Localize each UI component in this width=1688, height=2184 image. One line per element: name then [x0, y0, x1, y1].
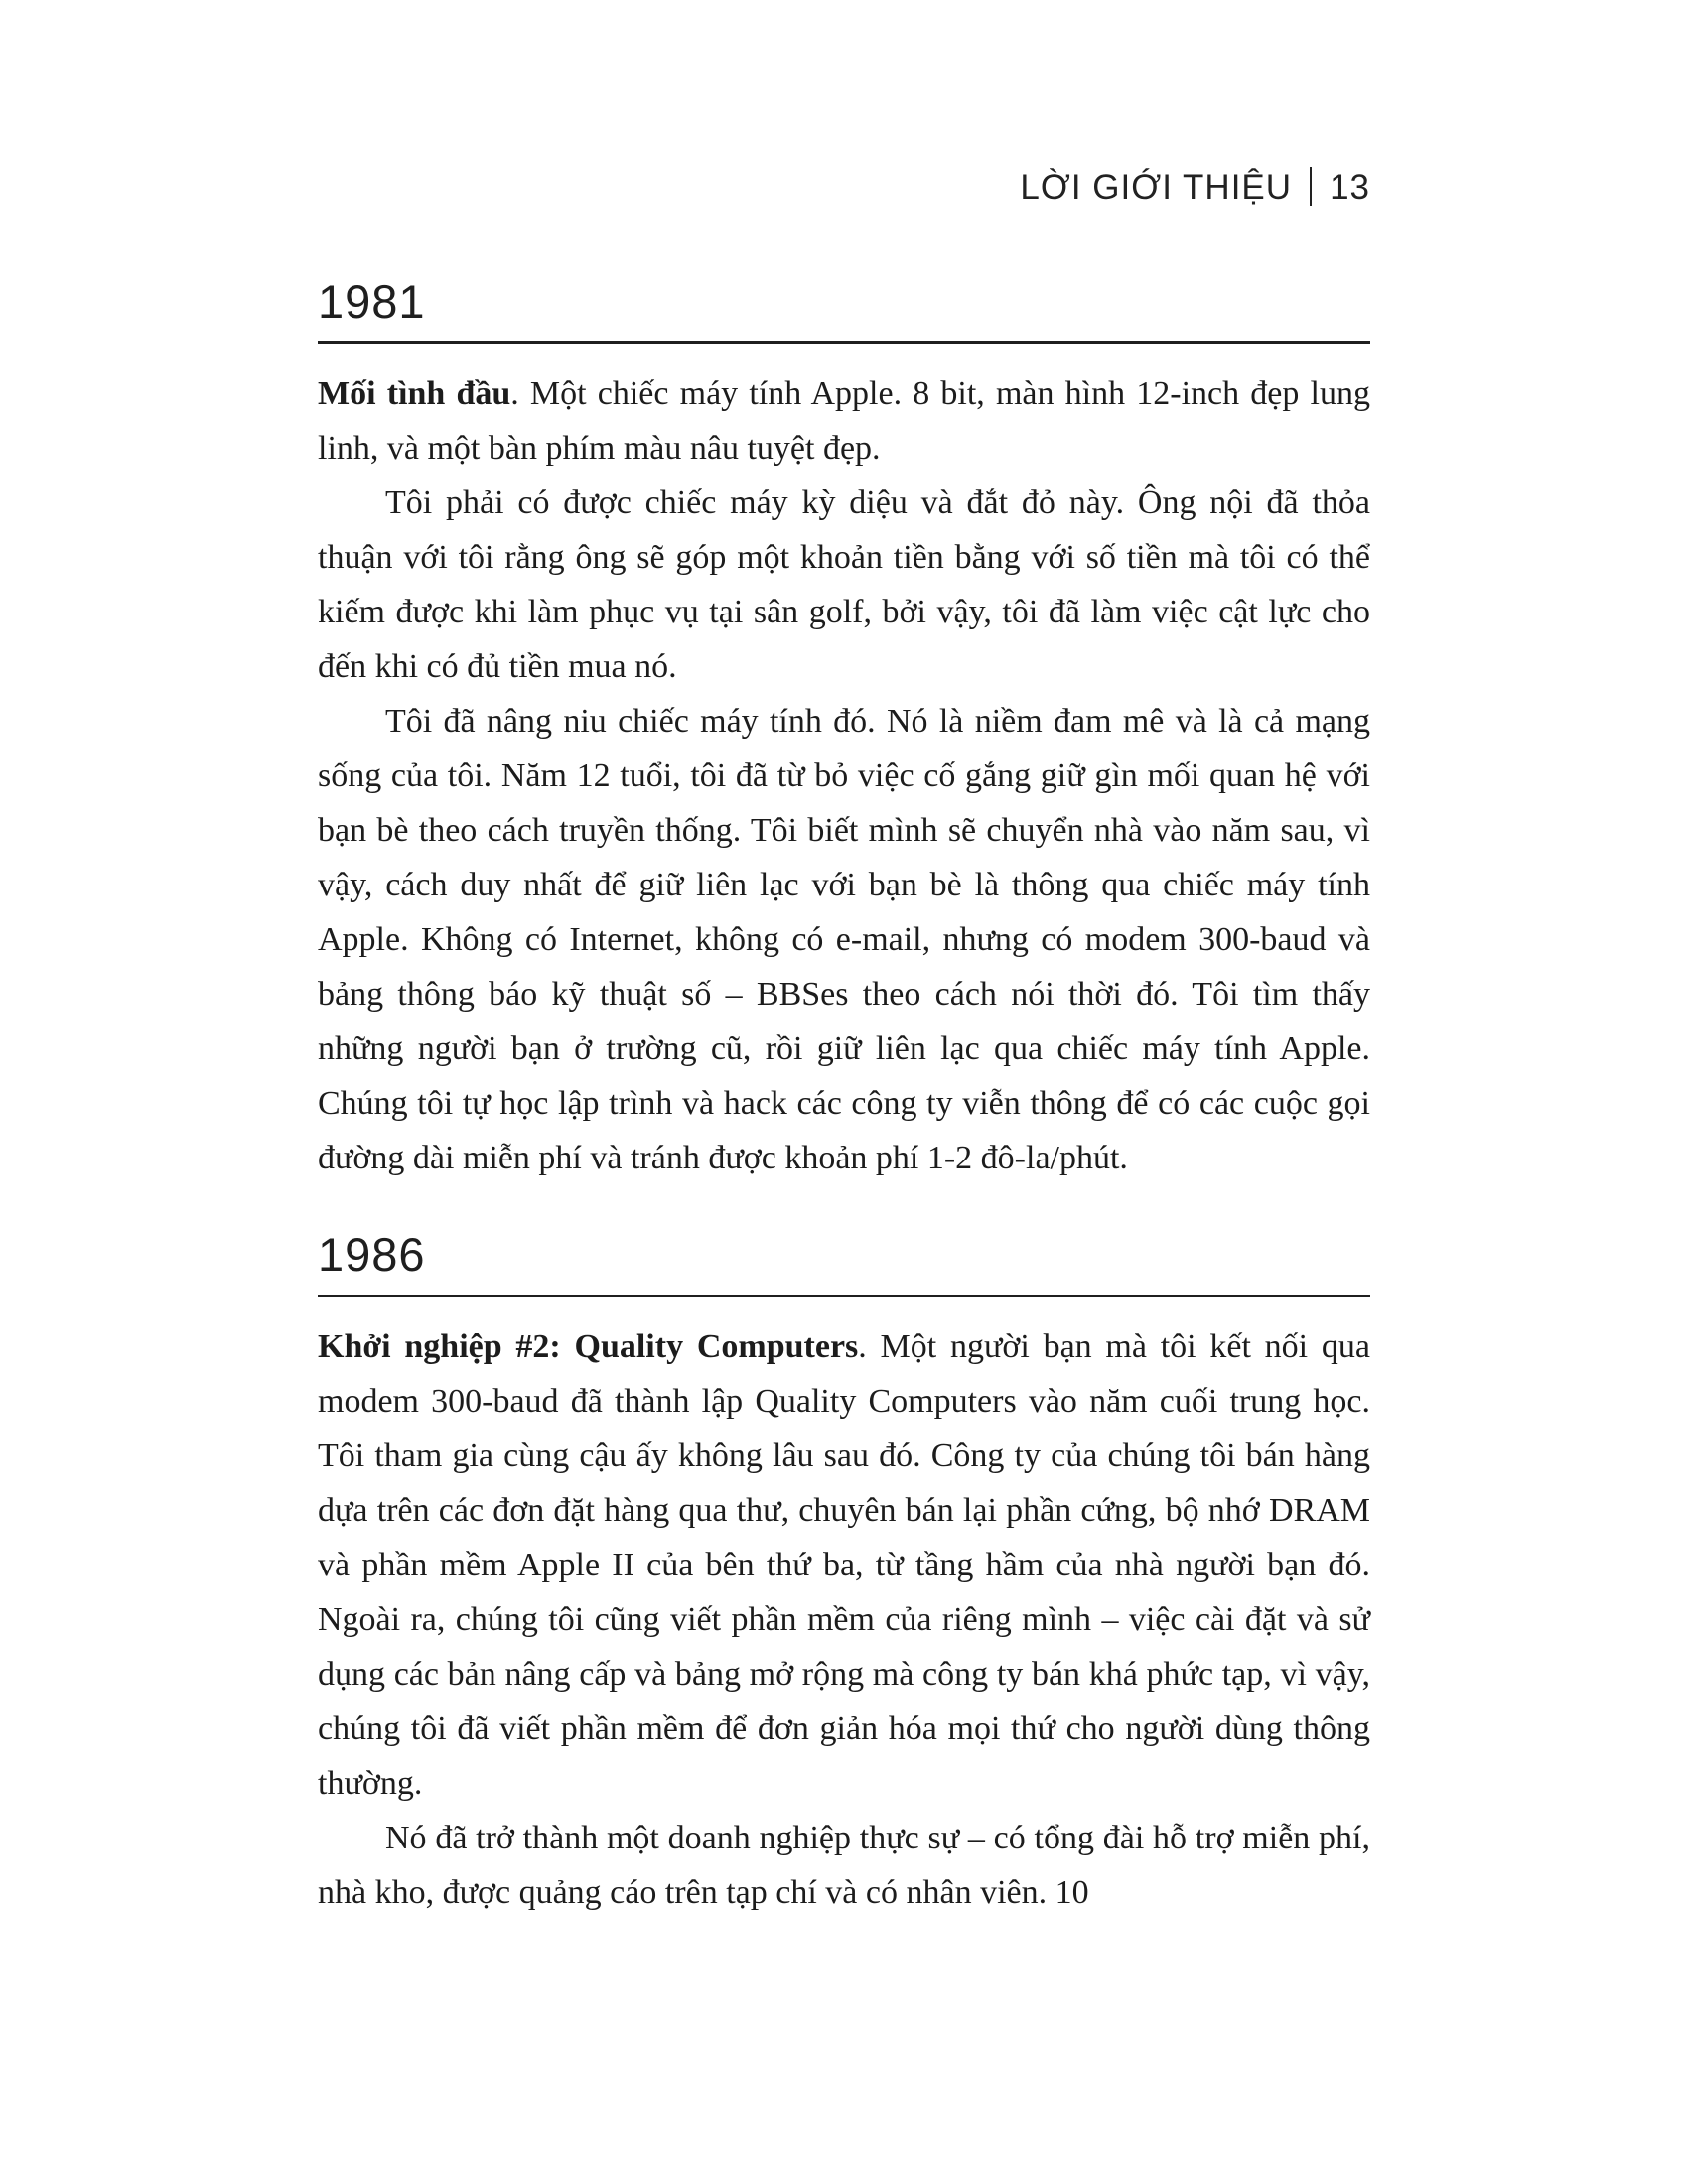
text-column: [318, 0, 1370, 1920]
paragraph: [318, 1811, 1370, 1920]
section-rule: [318, 1295, 1370, 1297]
paragraph-text: Nó đã trở thành một doanh nghiệp thực sự – có tổng đài hỗ trợ miễn phí, nhà kho, được quảng cáo trên tạp chí và có nhân viên. 10: [318, 1820, 1370, 1911]
header-separator-bar: [1310, 167, 1312, 206]
page-number: 13: [1330, 168, 1370, 206]
paragraph: [318, 694, 1370, 1185]
paragraph: [318, 1319, 1370, 1811]
year-heading-1986: 1986: [318, 1228, 426, 1281]
paragraph-text: Tôi đã nâng niu chiếc máy tính đó. Nó là niềm đam mê và là cả mạng sống của tôi. Năm 12 tuổi, tôi đã từ bỏ việc cố gắng giữ gìn mối quan hệ với bạn bè theo cách truyền thống. Tôi biết mình sẽ chuyển nhà vào năm sau, vì vậy, cách duy nhất để giữ liên lạc với bạn bè là thông qua chiếc máy tính Apple. Không có Internet, không có e-mail, nhưng có modem 300-baud và bảng thông báo kỹ thuật số – BBSes theo cách nói thời đó. Tôi tìm thấy những người bạn ở trường cũ, rồi giữ liên lạc qua chiếc máy tính Apple. Chúng tôi tự học lập trình và hack các công ty viễn thông để có các cuộc gọi đường dài miễn phí và tránh được khoản phí 1-2 đô-la/phút.: [318, 703, 1370, 1176]
year-heading-1981: 1981: [318, 275, 426, 328]
chapter-title: LỜI GIỚI THIỆU: [1020, 168, 1293, 206]
paragraph: [318, 366, 1370, 476]
paragraph-lead: Khởi nghiệp #2: Quality Computers: [318, 1328, 859, 1365]
paragraph-lead: Mối tình đầu: [318, 375, 511, 412]
section-rule: [318, 341, 1370, 344]
paragraph-text: . Một chiếc máy tính Apple. 8 bit, màn hình 12-inch đẹp lung linh, và một bàn phím màu nâu tuyệt đẹp.: [318, 375, 1370, 467]
paragraph: [318, 476, 1370, 694]
running-header: [318, 0, 1370, 208]
paragraph-text: Tôi phải có được chiếc máy kỳ diệu và đắt đỏ này. Ông nội đã thỏa thuận với tôi rằng ông sẽ góp một khoản tiền bằng với số tiền mà tôi có thể kiếm được khi làm phục vụ tại sân golf, bởi vậy, tôi đã làm việc cật lực cho đến khi có đủ tiền mua nó.: [318, 484, 1370, 685]
paragraph-text: . Một người bạn mà tôi kết nối qua modem 300-baud đã thành lập Quality Computers vào năm cuối trung học. Tôi tham gia cùng cậu ấy không lâu sau đó. Công ty của chúng tôi bán hàng dựa trên các đơn đặt hàng qua thư, chuyên bán lại phần cứng, bộ nhớ DRAM và phần mềm Apple II của bên thứ ba, từ tầng hầm của nhà người bạn đó. Ngoài ra, chúng tôi cũng viết phần mềm của riêng mình – việc cài đặt và sử dụng các bản nâng cấp và bảng mở rộng mà công ty bán khá phức tạp, vì vậy, chúng tôi đã viết phần mềm để đơn giản hóa mọi thứ cho người dùng thông thường.: [318, 1328, 1370, 1802]
